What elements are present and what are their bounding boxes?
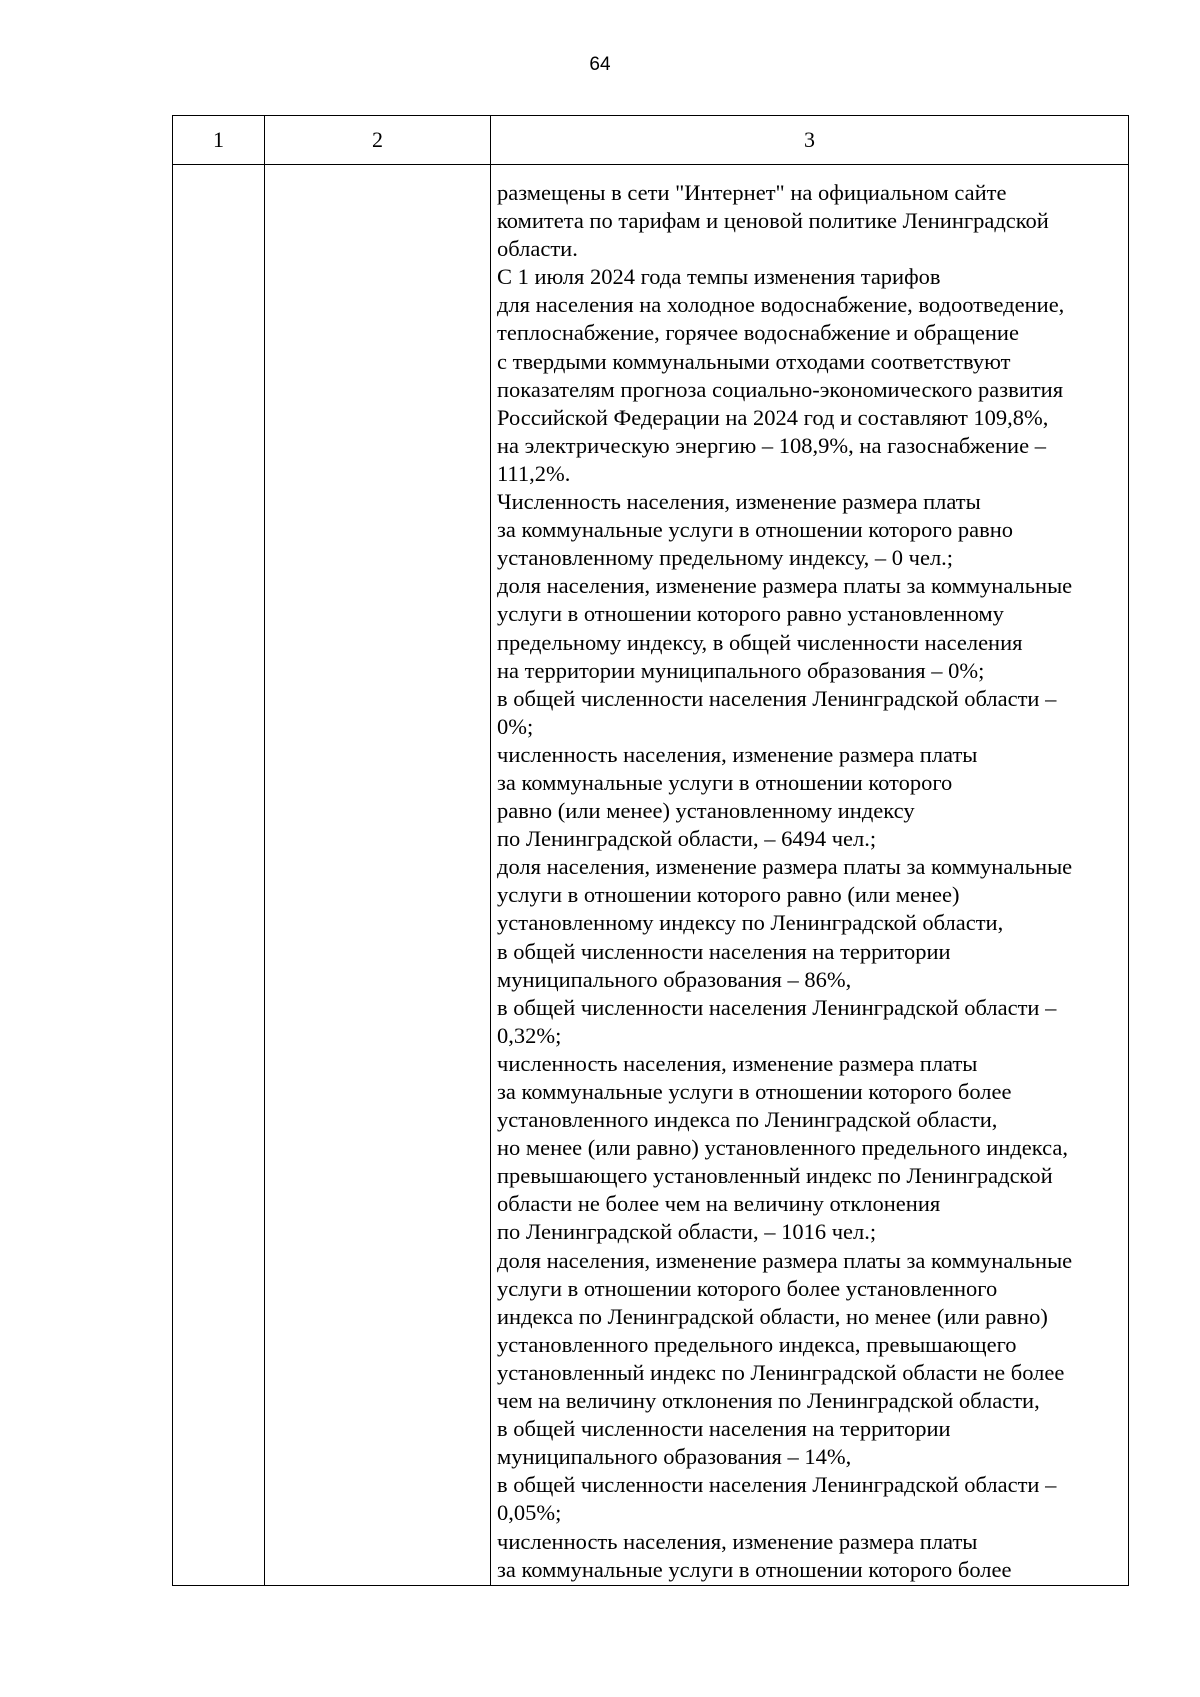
text-line: области не более чем на величину отклонения	[497, 1191, 941, 1217]
text-line: установленного индекса по Ленинградской области,	[497, 1107, 998, 1133]
text-line: с твердыми коммунальными отходами соответствуют	[497, 348, 1011, 374]
text-line: в общей численности населения на территории	[497, 938, 951, 964]
text-line: показателям прогноза социально-экономического развития	[497, 376, 1064, 402]
text-line: численность населения, изменение размера платы	[497, 1050, 978, 1076]
text-line: но менее (или равно) установленного предельного индекса,	[497, 1135, 1069, 1161]
text-line: для населения на холодное водоснабжение, водоотведение,	[497, 292, 1065, 318]
text-line: превышающего установленный индекс по Ленинградской	[497, 1163, 1053, 1189]
column-header-2: 2	[265, 116, 491, 165]
text-line: Численность населения, изменение размера платы	[497, 489, 981, 515]
text-line: за коммунальные услуги в отношении которого равно	[497, 517, 1014, 543]
text-line: равно (или менее) установленному индексу	[497, 798, 915, 824]
text-line: муниципального образования – 86%,	[497, 966, 852, 992]
text-line: теплоснабжение, горячее водоснабжение и обращение	[497, 320, 1019, 346]
text-line: чем на величину отклонения по Ленинградской области,	[497, 1388, 1040, 1414]
text-line: доля населения, изменение размера платы за коммунальные	[497, 1247, 1073, 1273]
text-line: 0%;	[497, 713, 534, 739]
table-header-row	[173, 116, 1129, 165]
text-line: установленному предельному индексу, – 0 чел.;	[497, 545, 954, 571]
text-line: установленному индексу по Ленинградской области,	[497, 910, 1004, 936]
text-line: Российской Федерации на 2024 год и составляют 109,8%,	[497, 404, 1049, 430]
text-line: услуги в отношении которого равно установленному	[497, 601, 1004, 627]
text-line: 0,05%;	[497, 1500, 562, 1526]
text-line: численность населения, изменение размера платы	[497, 1528, 978, 1554]
table-cell-col3	[491, 165, 1129, 1586]
text-line: по Ленинградской области, – 1016 чел.;	[497, 1219, 877, 1245]
text-line: установленный индекс по Ленинградской области не более	[497, 1359, 1065, 1385]
text-line: на территории муниципального образования – 0%;	[497, 657, 985, 683]
text-line: за коммунальные услуги в отношении которого более	[497, 1079, 1012, 1104]
text-line: по Ленинградской области, – 6494 чел.;	[497, 826, 877, 852]
text-line: доля населения, изменение размера платы за коммунальные	[497, 854, 1073, 880]
text-line: 111,2%.	[497, 460, 571, 486]
text-line: в общей численности населения Ленинградской области –	[497, 685, 1057, 711]
text-line: численность населения, изменение размера платы	[497, 741, 978, 767]
text-line: установленного предельного индекса, превышающего	[497, 1331, 1017, 1357]
text-line: за коммунальные услуги в отношении которого более	[497, 1556, 1012, 1582]
text-line: на электрическую энергию – 108,9%, на газоснабжение –	[497, 432, 1046, 458]
text-line: 0,32%;	[497, 1022, 562, 1048]
text-line: С 1 июля 2024 года темпы изменения тарифов	[497, 264, 941, 290]
column-header-3: 3	[491, 116, 1129, 165]
table-cell-col2	[265, 165, 491, 1586]
column-header-1: 1	[173, 116, 265, 165]
cell-body-text	[491, 165, 1128, 1584]
page-number: 64	[589, 54, 611, 75]
document-table	[172, 115, 1129, 1586]
text-line: услуги в отношении которого более установленного	[497, 1275, 998, 1301]
text-line: области.	[497, 236, 578, 262]
text-line: услуги в отношении которого равно (или менее)	[497, 882, 960, 908]
text-line: в общей численности населения Ленинградской области –	[497, 994, 1057, 1020]
text-line: комитета по тарифам и ценовой политике Ленинградской	[497, 208, 1049, 234]
text-line: размещены в сети "Интернет" на официальном сайте	[497, 180, 1007, 205]
table-cell-col1	[173, 165, 265, 1586]
text-line: доля населения, изменение размера платы за коммунальные	[497, 573, 1073, 599]
text-line: муниципального образования – 14%,	[497, 1444, 852, 1470]
text-line: предельному индексу, в общей численности населения	[497, 629, 1023, 655]
text-line: в общей численности населения на территории	[497, 1416, 951, 1442]
table-row	[173, 165, 1129, 1586]
text-line: в общей численности населения Ленинградской области –	[497, 1472, 1057, 1498]
text-line: индекса по Ленинградской области, но менее (или равно)	[497, 1303, 1048, 1329]
text-line: за коммунальные услуги в отношении которого	[497, 769, 953, 795]
